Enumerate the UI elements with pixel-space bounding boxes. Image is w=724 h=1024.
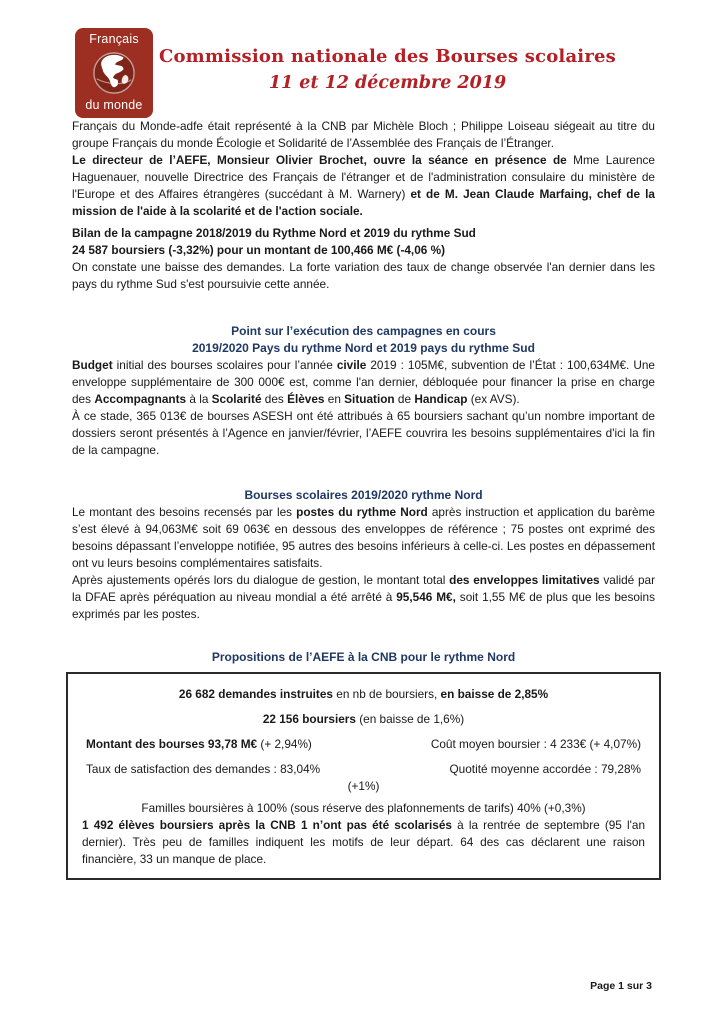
heading-line: Point sur l’exécution des campagnes en cours — [231, 324, 496, 338]
bold-segment: 1 492 élèves boursiers après la CNB 1 n’ont pas été scolarisés — [82, 818, 452, 832]
stat-row-montant-cout — [82, 736, 645, 753]
text-segment: À ce stade, 365 013€ de bourses ASESH ont été attribués à 65 boursiers sachant qu’un nombre important de dossiers seront présentés à l’Agence en janvier/février, l’AEFE couvrira les besoins supplémentaires d'ici la fin de la campagne. — [72, 409, 655, 457]
bilan-section — [72, 225, 655, 293]
bold-segment: Accompagnants — [94, 392, 187, 406]
bilan-title: Bilan de la campagne 2018/2019 du Rythme Nord et 2019 du rythme Sud — [72, 226, 476, 240]
page-number: Page 1 sur 3 — [590, 980, 652, 992]
bold-segment: Budget — [72, 358, 113, 372]
bold-segment: Scolarité — [211, 392, 262, 406]
text-segment: de — [394, 392, 415, 406]
stat-quotite-variation: (+1%) — [347, 779, 380, 793]
bold-segment: postes du rythme Nord — [296, 505, 428, 519]
bold-segment: Handicap — [414, 392, 468, 406]
text-segment: initial des bourses scolaires pour l’année — [112, 358, 337, 372]
text-segment: en nb de boursiers, — [332, 687, 441, 701]
francais-du-monde-logo — [75, 28, 153, 118]
text-segment: validé par la DFAE après péréquation au niveau mondial a été arrêté à — [72, 573, 656, 604]
heading-bourses-nord: Bourses scolaires 2019/2020 rythme Nord — [244, 488, 483, 502]
stat-eleves-non-scolarises — [82, 817, 645, 868]
propositions-stats-box — [66, 672, 661, 880]
budget-paragraph-2 — [72, 408, 655, 459]
text-segment: Mme Laurence Haguenauer, nouvelle Directrice des Français de l'étranger et de l'administration consulaire du ministère de l'Europe et des Affaires étrangères (succédant à M. Warnery) — [72, 153, 655, 201]
intro-paragraph — [72, 118, 655, 152]
heading-point-execution — [72, 323, 655, 357]
document-body — [0, 118, 724, 880]
bold-segment: 95,546 M€, — [396, 590, 456, 604]
bilan-stat: 24 587 boursiers (-3,32%) pour un montant de 100,466 M€ (-4,06 %) — [72, 243, 446, 257]
document-header — [0, 0, 724, 118]
bold-segment: civile — [336, 358, 367, 372]
stat-taux-satisfaction: Taux de satisfaction des demandes : 83,04% — [86, 762, 321, 776]
bold-segment: Élèves — [287, 392, 325, 406]
bold-segment: 26 682 demandes instruites — [178, 687, 333, 701]
stat-familles-boursieres: Familles boursières à 100% (sous réserve des plafonnements de tarifs) 40% (+0,3%) — [141, 801, 586, 815]
text-segment: à la rentrée de septembre (95 l'an dernier). Très peu de familles indiquent les motifs de leur départ. 64 des cas déclarent une raison financière, 33 un manque de place. — [82, 818, 646, 866]
text-segment: (en baisse de 1,6%) — [355, 712, 465, 726]
budget-paragraph — [72, 357, 655, 408]
stat-demandes-instruites — [82, 686, 645, 703]
logo-text-bottom: du monde — [85, 98, 143, 112]
text-segment: Français du Monde-adfe était représenté à la CNB par Michèle Bloch ; Philippe Loiseau siégeait au titre du groupe Français du monde Écologie et Solidarité de l’Assemblée des Français de l’Étranger. — [72, 119, 655, 150]
bold-segment: Montant des bourses 93,78 M€ — [86, 737, 258, 751]
text-segment: en — [324, 392, 345, 406]
bold-segment: Situation — [344, 392, 395, 406]
text-segment: 2019 : 105M€, subvention de l’État : 100,634M€. Une enveloppe supplémentaire de 300 000€ est, comme l'an dernier, débloquée pour financer la prise en charge des — [72, 358, 655, 406]
montant-paragraph-2 — [72, 572, 655, 623]
text-segment: des — [261, 392, 288, 406]
text-segment: à la — [186, 392, 212, 406]
stat-boursiers — [82, 711, 645, 728]
text-segment: Après ajustements opérés lors du dialogue de gestion, le montant total — [72, 573, 450, 587]
bold-segment: des enveloppes limitatives — [449, 573, 600, 587]
bold-segment: Le directeur de l’AEFE, Monsieur Olivier Brochet, ouvre la séance en présence de — [72, 153, 574, 167]
bilan-note: On constate une baisse des demandes. La forte variation des taux de change observée l'an dernier dans les pays du rythme Sud s'est poursuivie cette année. — [72, 260, 655, 291]
bold-segment: et de M. Jean Claude Marfaing, chef de la mission de l'aide à la scolarité et de l'action sociale. — [72, 187, 655, 218]
bold-segment: 22 156 boursiers — [262, 712, 356, 726]
globe-icon — [91, 50, 137, 96]
stat-cout-moyen: Coût moyen boursier : 4 233€ (+ 4,07%) — [430, 737, 641, 751]
bold-segment: en baisse de 2,85% — [440, 687, 549, 701]
page-title: Commission nationale des Bourses scolaires — [158, 46, 617, 67]
text-segment: (ex AVS). — [467, 392, 520, 406]
page-subtitle: 11 et 12 décembre 2019 — [268, 73, 507, 93]
stat-row-taux-quotite — [82, 761, 645, 778]
text-segment: Le montant des besoins recensés par les — [72, 505, 297, 519]
montant-paragraph — [72, 504, 655, 572]
text-segment: soit 1,55 M€ de plus que les besoins exprimés par les postes. — [72, 590, 655, 621]
logo-text-top: Français — [89, 32, 139, 46]
director-paragraph — [72, 152, 655, 220]
heading-propositions: Propositions de l’AEFE à la CNB pour le rythme Nord — [211, 650, 516, 664]
stat-quotite-moyenne: Quotité moyenne accordée : 79,28% — [449, 762, 641, 776]
stat-montant-bourses — [86, 736, 312, 753]
text-segment: (+ 2,94%) — [257, 737, 312, 751]
text-segment: après instruction et application du barème s’est élevé à 94,063M€ soit 69 063€ en dessous des enveloppes de référence ; 75 postes ont exprimé des besoins dépassant l’enveloppe notifiée, 95 autres des besoins inférieurs à celle-ci. Les postes en dépassement ont vu leurs besoins complémentaires satisfaits. — [72, 505, 655, 570]
heading-line: 2019/2020 Pays du rythme Nord et 2019 pays du rythme Sud — [192, 341, 535, 355]
